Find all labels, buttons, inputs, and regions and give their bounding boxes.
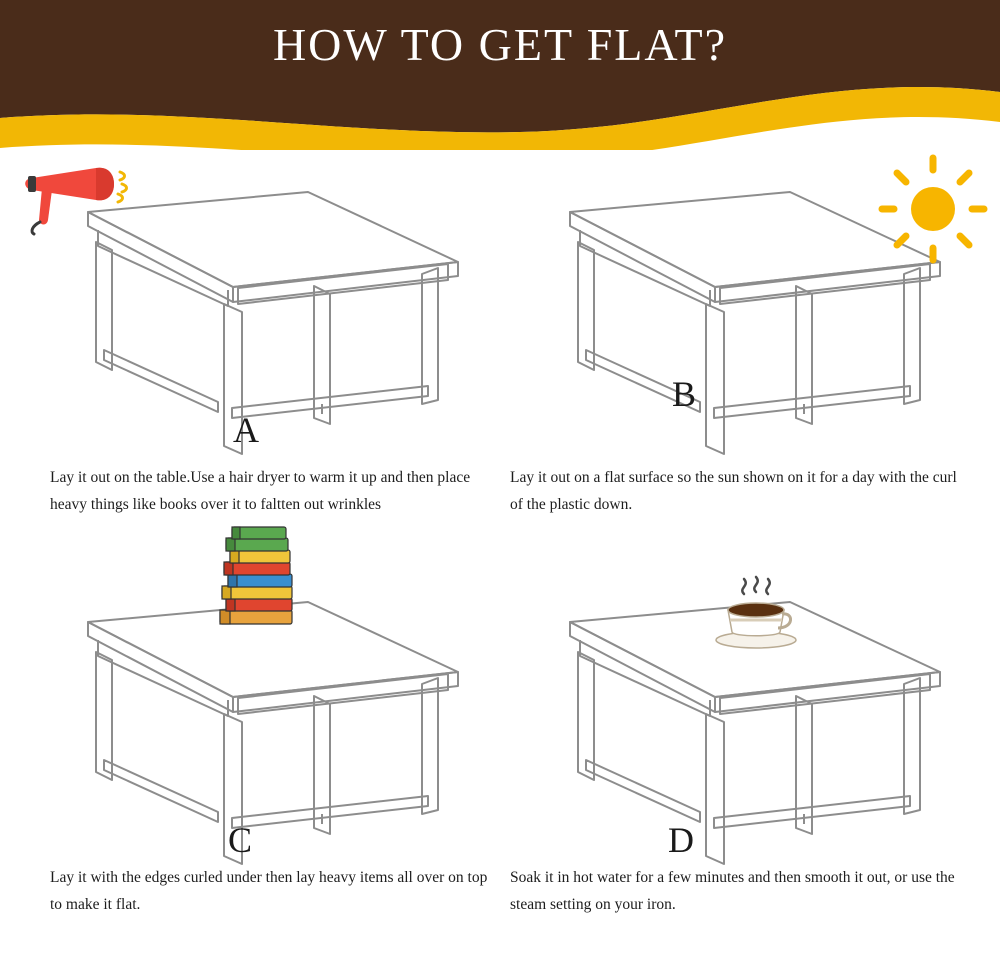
panel-d-letter: D (668, 820, 694, 860)
panel-c-letter: C (228, 820, 253, 860)
panel-c-caption: Lay it with the edges curled under then lay heavy items all over on top to make it flat. (50, 869, 488, 914)
panel-b-letter: B (672, 374, 697, 414)
panel-grid (0, 150, 1000, 974)
hot-coffee-cup-icon (706, 574, 806, 650)
header-banner (0, 0, 1000, 150)
sun-icon (878, 154, 988, 264)
panel-c (18, 564, 498, 964)
panel-d-caption: Soak it in hot water for a few minutes and then smooth it out, or use the steam setting on your iron. (510, 869, 955, 914)
stack-of-books-icon (214, 526, 324, 636)
panel-a (18, 154, 498, 554)
page-title: HOW TO GET FLAT? (272, 19, 728, 70)
panel-a-letter: A (233, 410, 259, 450)
panel-a-caption: Lay it out on the table.Use a hair dryer to warm it up and then place heavy things like books over it to faltten out wrinkles (50, 469, 471, 514)
panel-b (500, 154, 980, 554)
panel-d (500, 564, 980, 964)
hair-dryer-icon (18, 160, 148, 240)
panel-b-caption: Lay it out on a flat surface so the sun shown on it for a day with the curl of the plastic down. (510, 469, 957, 514)
